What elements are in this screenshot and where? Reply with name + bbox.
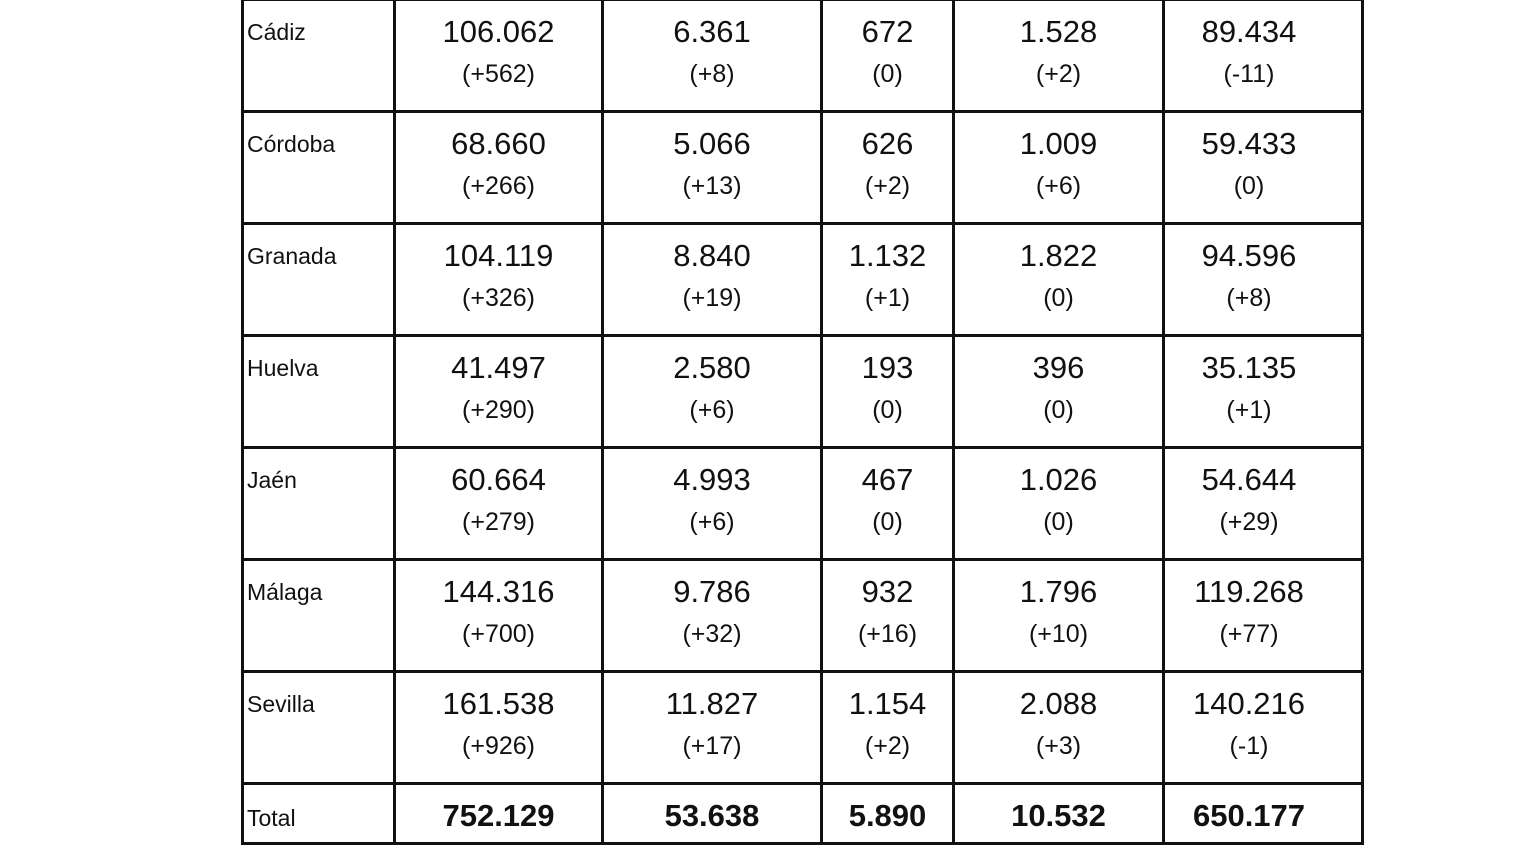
cell-delta: (0) bbox=[1043, 508, 1074, 536]
total-cell bbox=[395, 784, 603, 844]
cell-delta: (+10) bbox=[1028, 620, 1089, 648]
table-cell bbox=[822, 224, 954, 336]
cell-value: 161.538 bbox=[442, 686, 555, 721]
cell-value: 119.268 bbox=[1194, 574, 1304, 609]
table-cell bbox=[395, 560, 603, 672]
cell-value: 1.154 bbox=[848, 686, 927, 721]
cell-value: 5.066 bbox=[673, 126, 751, 161]
cell-delta: (0) bbox=[1233, 172, 1265, 200]
cell-value: 2.580 bbox=[673, 350, 751, 385]
cell-value: 89.434 bbox=[1201, 14, 1297, 49]
table-cell bbox=[954, 560, 1164, 672]
total-cell bbox=[1164, 784, 1363, 844]
table-cell bbox=[1164, 224, 1363, 336]
cell-value: 396 bbox=[1032, 350, 1085, 385]
cell-delta: (+290) bbox=[462, 396, 535, 424]
province-name: Sevilla bbox=[243, 672, 395, 784]
cell-delta: (+926) bbox=[462, 732, 535, 760]
cell-delta: (+266) bbox=[462, 172, 535, 200]
table-row bbox=[243, 336, 1363, 448]
cell-value: 672 bbox=[861, 14, 914, 49]
table-cell bbox=[822, 336, 954, 448]
table-row bbox=[243, 224, 1363, 336]
cell-value: 1.796 bbox=[1019, 574, 1098, 609]
cell-delta: (-11) bbox=[1223, 60, 1275, 88]
table-cell bbox=[954, 672, 1164, 784]
table-cell bbox=[822, 448, 954, 560]
cell-value: 8.840 bbox=[673, 238, 751, 273]
cell-value: 104.119 bbox=[443, 238, 554, 273]
total-cell bbox=[954, 784, 1164, 844]
table-cell bbox=[395, 672, 603, 784]
province-name: Málaga bbox=[243, 560, 395, 672]
total-label: Total bbox=[243, 784, 395, 844]
table-cell bbox=[603, 448, 822, 560]
table-cell bbox=[395, 336, 603, 448]
cell-delta: (+8) bbox=[1226, 284, 1272, 312]
cell-value: 106.062 bbox=[442, 14, 555, 49]
total-cell bbox=[603, 784, 822, 844]
cell-value: 68.660 bbox=[451, 126, 546, 161]
covid-data-table-container bbox=[241, 0, 1361, 845]
table-cell bbox=[603, 560, 822, 672]
table-row bbox=[243, 0, 1363, 112]
cell-delta: (+16) bbox=[857, 620, 918, 648]
cell-delta: (+2) bbox=[864, 172, 911, 200]
cell-delta: (+3) bbox=[1035, 732, 1082, 760]
cell-value: 41.497 bbox=[451, 350, 546, 385]
cell-delta: (+2) bbox=[864, 732, 911, 760]
table-cell bbox=[395, 448, 603, 560]
cell-value: 144.316 bbox=[442, 574, 555, 609]
cell-delta: (0) bbox=[1043, 284, 1074, 312]
table-cell bbox=[954, 112, 1164, 224]
table-cell bbox=[1164, 0, 1363, 112]
cell-delta: (+13) bbox=[682, 172, 742, 200]
province-statistics-table bbox=[241, 0, 1364, 845]
cell-delta: (+29) bbox=[1219, 508, 1279, 536]
cell-delta: (+2) bbox=[1035, 60, 1082, 88]
cell-value: 59.433 bbox=[1201, 126, 1297, 161]
table-cell bbox=[954, 224, 1164, 336]
table-cell bbox=[603, 336, 822, 448]
cell-value: 4.993 bbox=[673, 462, 751, 497]
table-cell bbox=[822, 0, 954, 112]
table-cell bbox=[954, 0, 1164, 112]
cell-value: 6.361 bbox=[673, 14, 751, 49]
table-cell bbox=[603, 224, 822, 336]
table-cell bbox=[1164, 112, 1363, 224]
cell-value: 2.088 bbox=[1019, 686, 1098, 721]
cell-delta: (+279) bbox=[462, 508, 535, 536]
cell-delta: (0) bbox=[872, 60, 903, 88]
table-body bbox=[243, 0, 1363, 844]
cell-delta: (+8) bbox=[689, 60, 735, 88]
cell-value: 60.664 bbox=[451, 462, 546, 497]
cell-delta: (0) bbox=[872, 508, 903, 536]
cell-delta: (+32) bbox=[682, 620, 742, 648]
table-cell bbox=[603, 0, 822, 112]
cell-value: 35.135 bbox=[1201, 350, 1297, 385]
table-cell bbox=[603, 112, 822, 224]
cell-value: 11.827 bbox=[665, 686, 759, 721]
table-cell bbox=[395, 224, 603, 336]
province-name: Granada bbox=[243, 224, 395, 336]
cell-delta: (+1) bbox=[864, 284, 911, 312]
table-cell bbox=[954, 336, 1164, 448]
cell-delta: (+1) bbox=[1226, 396, 1272, 424]
table-cell bbox=[1164, 448, 1363, 560]
cell-value: 1.132 bbox=[848, 238, 927, 273]
table-row bbox=[243, 448, 1363, 560]
cell-delta: (+562) bbox=[462, 60, 535, 88]
table-cell bbox=[395, 112, 603, 224]
total-value: 53.638 bbox=[664, 798, 760, 833]
table-cell bbox=[1164, 672, 1363, 784]
cell-delta: (+6) bbox=[1035, 172, 1082, 200]
cell-value: 9.786 bbox=[673, 574, 751, 609]
cell-value: 1.822 bbox=[1019, 238, 1098, 273]
table-row bbox=[243, 560, 1363, 672]
table-cell bbox=[822, 672, 954, 784]
total-value: 650.177 bbox=[1192, 798, 1306, 833]
table-cell bbox=[603, 672, 822, 784]
cell-delta: (+6) bbox=[689, 396, 735, 424]
cell-delta: (+326) bbox=[462, 284, 535, 312]
cell-value: 1.009 bbox=[1019, 126, 1098, 161]
cell-delta: (0) bbox=[1043, 396, 1074, 424]
cell-value: 1.026 bbox=[1019, 462, 1098, 497]
province-name: Huelva bbox=[243, 336, 395, 448]
table-cell bbox=[1164, 560, 1363, 672]
cell-value: 467 bbox=[861, 462, 914, 497]
cell-value: 626 bbox=[861, 126, 914, 161]
table-cell bbox=[822, 560, 954, 672]
cell-delta: (0) bbox=[872, 396, 903, 424]
cell-delta: (+77) bbox=[1219, 620, 1279, 648]
cell-value: 140.216 bbox=[1192, 686, 1306, 721]
cell-value: 1.528 bbox=[1019, 14, 1098, 49]
cell-value: 94.596 bbox=[1201, 238, 1297, 273]
total-cell bbox=[822, 784, 954, 844]
total-value: 752.129 bbox=[442, 798, 555, 833]
total-value: 5.890 bbox=[848, 798, 927, 833]
cell-delta: (+19) bbox=[682, 284, 742, 312]
cell-delta: (+6) bbox=[689, 508, 735, 536]
total-value: 10.532 bbox=[1011, 798, 1106, 833]
cell-value: 932 bbox=[861, 574, 914, 609]
province-name: Cádiz bbox=[243, 0, 395, 112]
cell-value: 193 bbox=[861, 350, 914, 385]
total-row bbox=[243, 784, 1363, 844]
province-name: Córdoba bbox=[243, 112, 395, 224]
province-name: Jaén bbox=[243, 448, 395, 560]
cell-value: 54.644 bbox=[1201, 462, 1297, 497]
table-cell bbox=[1164, 336, 1363, 448]
cell-delta: (+700) bbox=[462, 620, 535, 648]
table-cell bbox=[395, 0, 603, 112]
table-row bbox=[243, 672, 1363, 784]
table-cell bbox=[822, 112, 954, 224]
table-row bbox=[243, 112, 1363, 224]
cell-delta: (-1) bbox=[1229, 732, 1269, 760]
table-cell bbox=[954, 448, 1164, 560]
cell-delta: (+17) bbox=[682, 732, 742, 760]
